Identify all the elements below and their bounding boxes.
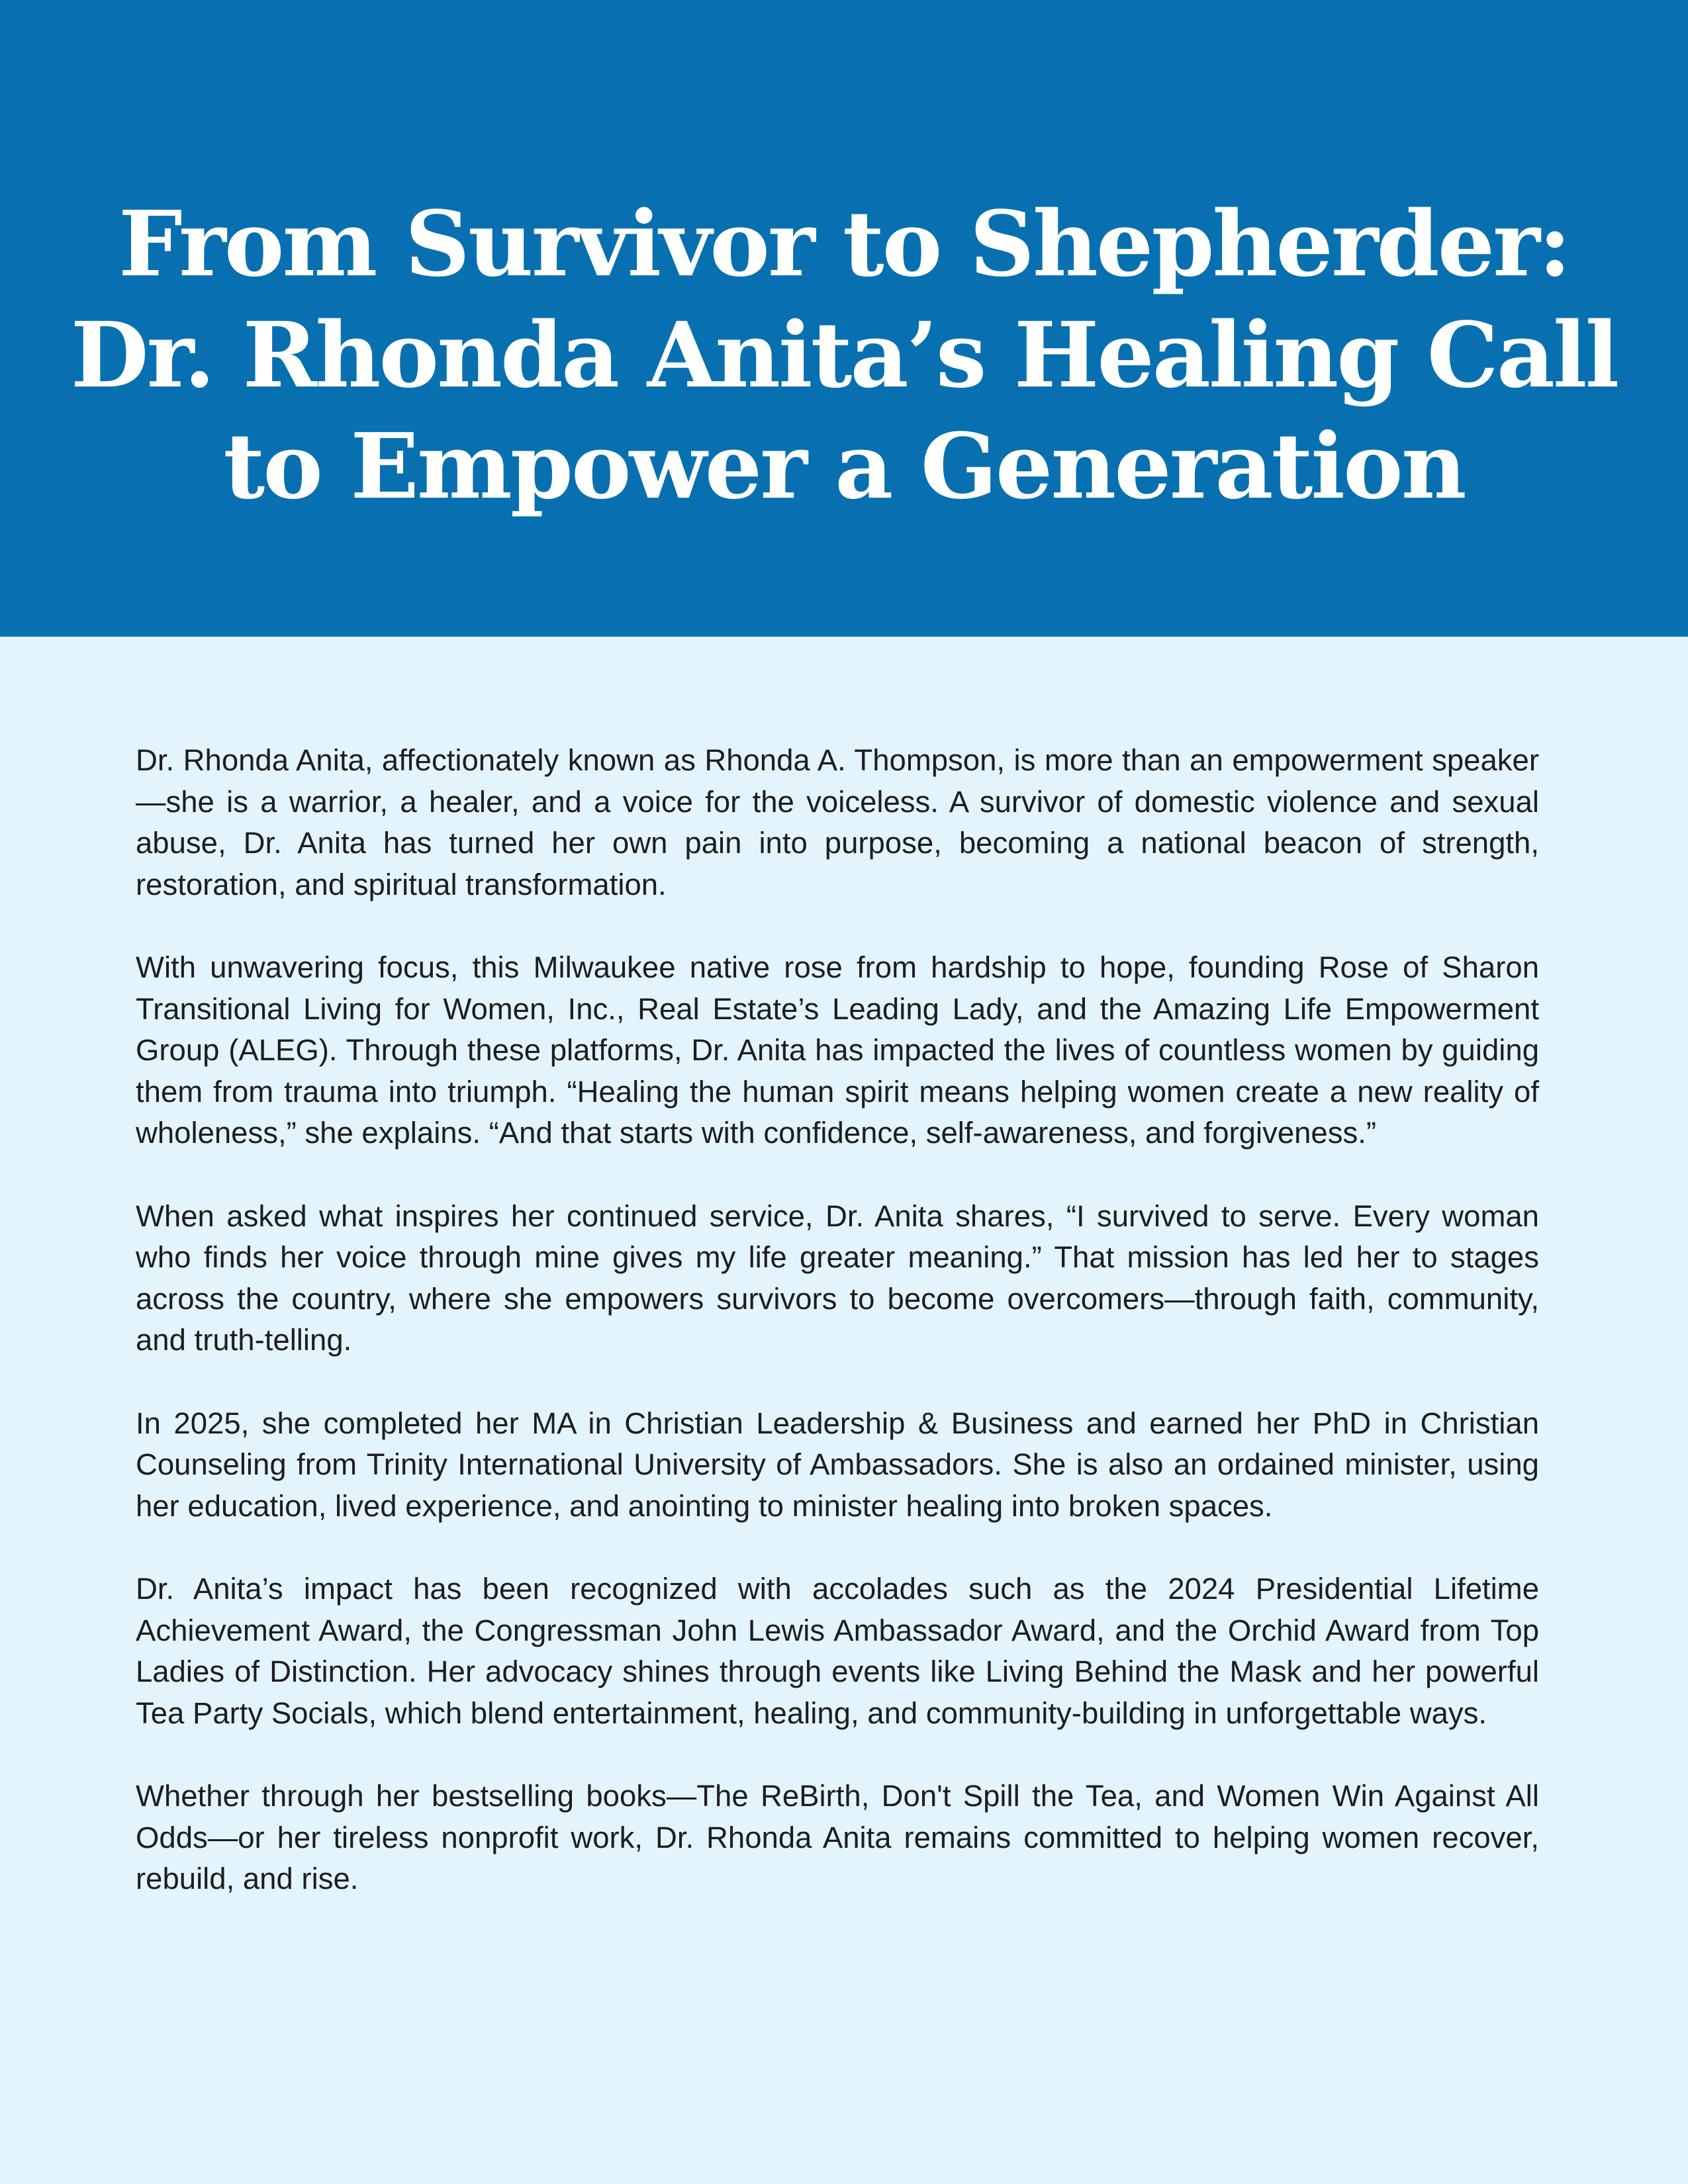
title-line-2: Dr. Rhonda Anita’s Healing Call [70, 302, 1618, 408]
paragraph-inspiration: When asked what inspires her continued service, Dr. Anita shares, “I survived to serve. Every woman who finds her voice through mine gives my life greater meaning.” That mission has led her to stages across the country, where she empowers survivors to become overcomers—through faith, community, and truth-telling. [136, 1199, 1539, 1357]
paragraph-intro: Dr. Rhonda Anita, affectionately known as Rhonda A. Thompson, is more than an empowerment speaker—she is a warrior, a healer, and a voice for the voiceless. A survivor of domestic violence and sexual abuse, Dr. Anita has turned her own pain into purpose, becoming a national beacon of strength, restoration, and spiritual transformation. [136, 743, 1539, 901]
paragraph-closing: Whether through her bestselling books—The ReBirth, Don't Spill the Tea, and Women Win Against All Odds—or her tireless nonprofit work, Dr. Rhonda Anita remains committed to helping women recover, rebuild, and rise. [136, 1779, 1539, 1895]
title-line-1: From Survivor to Shepherder: [118, 191, 1570, 297]
title-line-3: to Empower a Generation [223, 414, 1465, 520]
paragraph-education: In 2025, she completed her MA in Christian Leadership & Business and earned her PhD in Christian Counseling from Trinity International University of Ambassadors. She is also an ordained minister, using her education, lived experience, and anointing to minister healing into broken spaces. [136, 1406, 1539, 1523]
paragraph-founding: With unwavering focus, this Milwaukee native rose from hardship to hope, founding Rose of Sharon Transitional Living for Women, Inc., Real Estate’s Leading Lady, and the Amazing Life Empowerment Group (ALEG). Through these platforms, Dr. Anita has impacted the lives of countless women by guiding them from trauma into triumph. “Healing the human spirit means helping women create a new reality of wholeness,” she explains. “And that starts with confidence, self-awareness, and forgiveness.” [136, 950, 1539, 1150]
header-banner [0, 0, 1688, 637]
paragraph-awards: Dr. Anita’s impact has been recognized with accolades such as the 2024 Presidential Lifetime Achievement Award, the Congressman John Lewis Ambassador Award, and the Orchid Award from Top Ladies of Distinction. Her advocacy shines through events like Living Behind the Mask and her powerful Tea Party Socials, which blend entertainment, healing, and community-building in unforgettable ways. [136, 1572, 1539, 1730]
article-body [136, 740, 1539, 1900]
page-title [0, 189, 1688, 522]
